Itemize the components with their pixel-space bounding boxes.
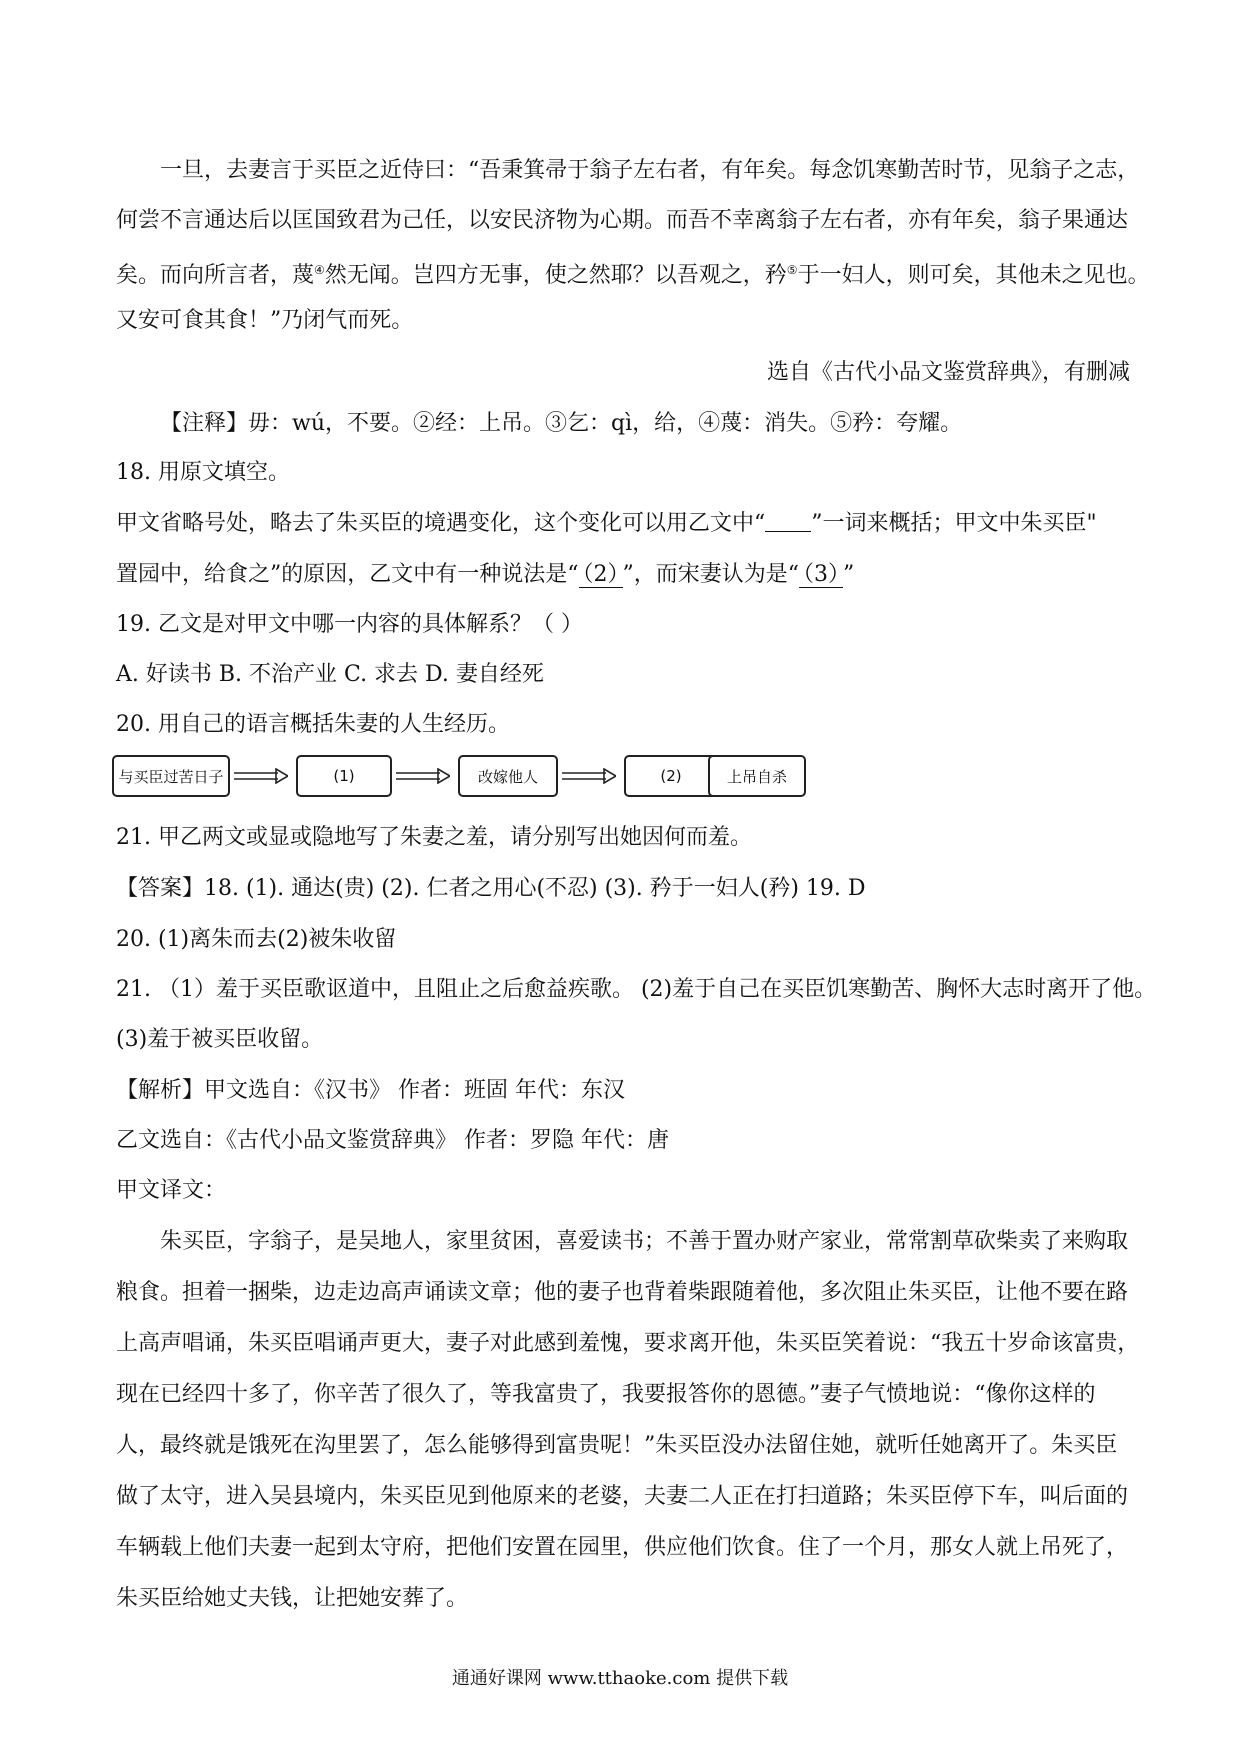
answer-blank-1[interactable] xyxy=(765,511,811,532)
translation-line: 朱买臣给她丈夫钱，让把她安葬了。 xyxy=(116,1586,469,1611)
passage-text: 矣。而向所言者，蔑 xyxy=(116,263,315,288)
question-19-title: 19. 乙文是对甲文中哪一内容的具体解系？（ ） xyxy=(116,612,583,637)
flow-step-3: 改嫁他人 xyxy=(458,755,558,797)
answer-blank-2[interactable]: （2） xyxy=(579,562,623,588)
analysis-line: 【解析】甲文选自：《汉书》 作者：班固 年代：东汉 xyxy=(116,1078,625,1103)
translation-line: 车辆载上他们夫妻一起到太守府，把他们安置在园里，供应他们饮食。住了一个月，那女人就上吊死了， xyxy=(116,1535,1129,1560)
passage-line xyxy=(116,255,1150,291)
question-20-title: 20. 用自己的语言概括朱妻的人生经历。 xyxy=(116,712,510,737)
translation-line: 朱买臣，字翁子，是吴地人，家里贫困，喜爱读书；不善于置办财产家业，常常割草砍柴卖了来购取 xyxy=(160,1229,1129,1254)
analysis-line: 乙文选自：《古代小品文鉴赏辞典》 作者：罗隐 年代：唐 xyxy=(116,1128,669,1153)
answer-line: (3)羞于被买臣收留。 xyxy=(116,1027,324,1052)
flow-step-1: 与买臣过苦日子 xyxy=(112,755,230,797)
arrow-right-icon xyxy=(562,768,616,784)
arrow-right-icon xyxy=(234,768,288,784)
q18-text: ”一词来概括；甲文中朱买臣" xyxy=(811,511,1097,536)
q18-text: 置园中，给食之”的原因，乙文中有一种说法是“ xyxy=(116,562,579,587)
question-19-options: A. 好读书 B. 不治产业 C. 求去 D. 妻自经死 xyxy=(116,662,544,687)
passage-text: 于一妇人，则可矣，其他未之见也。 xyxy=(797,263,1150,288)
q18-text: ” xyxy=(843,562,855,587)
arrow-right-icon xyxy=(396,768,450,784)
question-21-title: 21. 甲乙两文或显或隐地写了朱妻之羞，请分别写出她因何而羞。 xyxy=(116,825,752,850)
answer-blank-3[interactable]: （3） xyxy=(799,562,843,588)
notes: 【注释】毋：wú，不要。②经：上吊。③乞：qì，给，④蔑：消失。⑤矜：夸耀。 xyxy=(160,411,963,436)
flow-step-5: 上吊自杀 xyxy=(708,755,806,797)
source-citation: 选自《古代小品文鉴赏辞典》，有删减 xyxy=(766,360,1130,385)
footnote-marker: ④ xyxy=(314,263,325,277)
q18-text: 甲文省略号处，略去了朱买臣的境遇变化，这个变化可以用乙文中“ xyxy=(116,511,766,536)
question-18-line xyxy=(116,509,1097,539)
answer-line: 【答案】18. (1). 通达(贵) (2). 仁者之用心(不忍) (3). 矜于一妇人(矜) 19. D xyxy=(116,876,866,901)
question-18-title: 18. 用原文填空。 xyxy=(116,460,290,485)
q18-text: ”，而宋妻认为是“ xyxy=(622,562,799,587)
translation-line: 粮食。担着一捆柴，边走边高声诵读文章；他的妻子也背着柴跟随着他，多次阻止朱买臣，让他不要在路 xyxy=(116,1280,1129,1305)
footnote-marker: ⑤ xyxy=(786,263,798,277)
flow-step-4: (2) xyxy=(624,755,718,797)
translation-line: 做了太守，进入吴县境内，朱买臣见到他原来的老婆，夫妻二人正在打扫道路；朱买臣停下车，叫后面的 xyxy=(116,1484,1129,1509)
translation-line: 人，最终就是饿死在沟里罢了，怎么能够得到富贵呢！”朱买臣没办法留住她，就听任她离开了。朱买臣 xyxy=(116,1433,1118,1458)
flow-step-2: (1) xyxy=(296,755,392,797)
page-footer: 通通好课网 www.tthaoke.com 提供下载 xyxy=(451,1668,789,1689)
translation-line: 现在已经四十多了，你辛苦了很久了，等我富贵了，我要报答你的恩德。”妻子气愤地说：“像你这样的 xyxy=(116,1382,1096,1407)
question-18-line xyxy=(116,560,854,590)
passage-line: 又安可食其食！”乃闭气而死。 xyxy=(116,308,414,333)
answer-line: 21. （1）羞于买臣歌讴道中，且阻止之后愈益疾歌。 (2)羞于自己在买臣饥寒勤苦、胸怀大志时离开了他。 xyxy=(116,977,1157,1002)
answer-line: 20. (1)离朱而去(2)被朱收留 xyxy=(116,927,397,952)
passage-text: 然无闻。岂四方无事，使之然耶？以吾观之，矜 xyxy=(324,263,787,288)
analysis-line: 甲文译文： xyxy=(116,1178,227,1203)
life-flow-diagram xyxy=(112,755,812,805)
passage-line: 何尝不言通达后以匡国致君为己任，以安民济物为心期。而吾不幸离翁子左右者，亦有年矣，翁子果通达 xyxy=(116,208,1129,233)
passage-line: 一旦，去妻言于买臣之近侍曰：“吾秉箕帚于翁子左右者，有年矣。每念饥寒勤苦时节，见翁子之志， xyxy=(160,158,1140,183)
translation-line: 上高声唱诵，朱买臣唱诵声更大，妻子对此感到羞愧，要求离开他，朱买臣笑着说：“我五十岁命该富贵， xyxy=(116,1331,1140,1356)
